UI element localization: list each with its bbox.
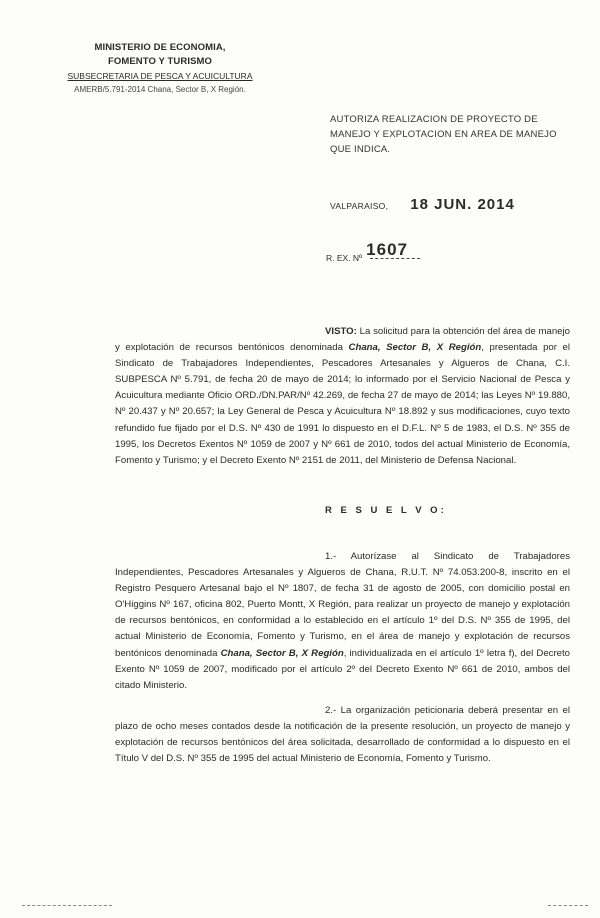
visto-paragraph bbox=[115, 324, 570, 469]
resolution-article-2 bbox=[115, 703, 570, 767]
resolution-article-1 bbox=[115, 549, 570, 694]
article-1-area-name: Chana, Sector B, X Región bbox=[220, 647, 344, 659]
article-1-text-1: 1.- Autorízase al Sindicato de Trabajadores Independientes, Pescadores Artesanales y Algueros de Chana, R.U.T. Nº 74.053.200-8, inscrito en el Registro Pesquero Artesanal bajo el Nº 1807, de fecha 31 de agosto de 2005, con domicilio postal en O'Higgins Nº 167, oficina 802, Puerto Montt, X Región, para realizar un proyecto de manejo y explotación de recursos bentónicos, en conformidad a lo establecido en el artículo 1º del D.S. Nº 355 de 1995, del actual Ministerio de Economía, Fomento y Turismo, en el área de manejo y explotación de recursos bentónicos denominada bbox=[115, 551, 570, 659]
title-line3: QUE INDICA. bbox=[330, 144, 391, 155]
visto-text-1: La solicitud para la obtención del área de manejo y explotación de recursos bentónicos denominada bbox=[115, 326, 570, 354]
visto-area-name: Chana, Sector B, X Región bbox=[348, 342, 482, 354]
ministry-name-line1: MINISTERIO DE ECONOMIA, bbox=[94, 42, 226, 53]
title-line1: AUTORIZA REALIZACION DE PROYECTO DE bbox=[330, 114, 538, 125]
resuelvo-heading: R E S U E L V O: bbox=[325, 505, 447, 516]
article-2-text: 2.- La organización peticionaria deberá presentar en el plazo de ocho meses contados desde la notificación de la presente resolución, un proyecto de manejo y explotación de recursos bentónicos del área solicitada, desarrollado de conformidad a lo dispuesto en el Título V del D.S. Nº 355 de 1995 del actual Ministerio de Economía, Fomento y Turismo. bbox=[115, 705, 570, 765]
title-line2: MANEJO Y EXPLOTACION EN AREA DE MANEJO bbox=[330, 129, 557, 140]
document-title bbox=[330, 112, 580, 157]
footer-rule-right bbox=[548, 905, 588, 906]
letterhead bbox=[60, 41, 260, 97]
article-1-text-2: , individualizada en el artículo 1º letra f), del Decreto Exento Nº 1059 de 2007, modificado por el artículo 2º del Decreto Exento Nº 661 de 2010, ambos del citado Ministerio. bbox=[115, 647, 570, 691]
place-name: VALPARAISO, bbox=[330, 201, 389, 211]
file-reference: AMERB/5.791-2014 Chana, Sector B, X Región. bbox=[74, 85, 246, 94]
ministry-name-line2: FOMENTO Y TURISMO bbox=[107, 56, 213, 67]
footer-rule-left bbox=[22, 905, 112, 906]
resolution-number bbox=[326, 240, 420, 266]
visto-text-2: , presentada por el Sindicato de Trabajadores Independientes, Pescadores Artesanales y Algueros de Chana, C.I. SUBPESCA Nº 5.791, de fecha 20 de mayo de 2014; lo informado por el Servicio Nacional de Pesca y Acuicultura mediante Oficio ORD./DN.PAR/Nº 42.269, de fecha 27 de mayo de 2014; las Leyes Nº 19.880, Nº 20.437 y Nº 20.657; la Ley General de Pesca y Acuicultura Nº 18.892 y sus modificaciones, cuyo texto refundido fue fijado por el D.S. Nº 430 de 1991 lo dispuesto en el D.F.L. Nº 5 de 1983, el D.S. Nº 355 de 1995, los Decretos Exentos Nº 1059 de 2007 y Nº 661 de 2010, todos del actual Ministerio de Economía, Fomento y Turismo; y el Decreto Exento Nº 2151 de 2011, del Ministerio de Defensa Nacional. bbox=[115, 342, 570, 466]
date-stamp: 18 JUN. 2014 bbox=[410, 196, 515, 213]
place-date bbox=[330, 196, 515, 213]
visto-lead: VISTO: bbox=[325, 326, 357, 337]
resolution-number-stamp: 1607 bbox=[366, 240, 408, 259]
resolution-label: R. EX. Nº bbox=[326, 253, 363, 263]
resolution-underline bbox=[370, 257, 420, 259]
subsecretaria-name: SUBSECRETARIA DE PESCA Y ACUICULTURA bbox=[67, 71, 253, 81]
